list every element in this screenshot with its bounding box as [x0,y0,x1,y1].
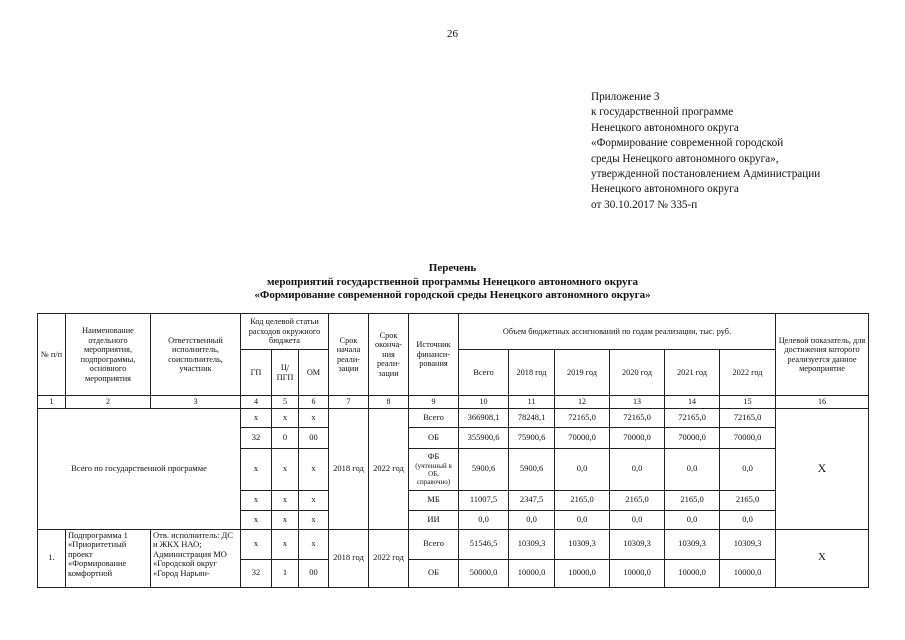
cell-2018: 2347,5 [509,490,555,510]
cell-gp: 32 [241,427,272,448]
header-code-pgp: Ц/ ПГП [272,350,299,396]
cell-gp: х [241,510,272,529]
header-budget: Объем бюджетных ассигнований по годам реализации, тыс. руб. [459,314,776,350]
cell-total: 11007,5 [459,490,509,510]
cell-pgp: х [272,529,299,559]
header-start: Срок начала реали-зации [329,314,369,396]
cell-pgp: 1 [272,559,299,587]
cell-2019: 0,0 [555,510,610,529]
cell-total: 51546,5 [459,529,509,559]
cell-2021: 0,0 [665,448,720,490]
cell-2020: 0,0 [610,448,665,490]
title-line-2: мероприятий государственной программы Ненецкого автономного округа [266,275,639,288]
header-executor: Ответственный исполнитель, соисполнитель, участник [151,314,241,396]
sub1-target: Х [776,529,869,587]
cell-2018: 10309,3 [509,529,555,559]
table-row [38,408,869,427]
cell-2019: 0,0 [555,448,610,490]
cell-2020: 0,0 [610,510,665,529]
cell-source-fb [409,448,459,490]
cell-pgp: х [272,510,299,529]
total-program-label: Всего по государственной программе [38,408,241,529]
cell-2021: 10000,0 [665,559,720,587]
column-index: 4 [241,396,272,409]
header-year-2022: 2022 год [720,350,776,396]
appendix-block [591,90,891,213]
sub1-start: 2018 год [329,529,369,587]
cell-total: 355900,6 [459,427,509,448]
cell-2020: 2165,0 [610,490,665,510]
title-line-1: Перечень [428,262,477,274]
total-target: Х [776,408,869,529]
cell-source: МБ [409,490,459,510]
appendix-line: от 30.10.2017 № 335-п [591,198,698,211]
appendix-line: утвержденной постановлением Администрации [591,168,821,181]
total-start: 2018 год [329,408,369,529]
cell-2019: 72165,0 [555,408,610,427]
cell-2022: 10309,3 [720,529,776,559]
cell-pgp: х [272,408,299,427]
total-end: 2022 год [369,408,409,529]
appendix-line: среды Ненецкого автономного округа», [591,152,779,165]
header-source: Источник финанси-рования [409,314,459,396]
cell-om: х [299,510,329,529]
cell-om: 00 [299,559,329,587]
cell-2022: 72165,0 [720,408,776,427]
cell-2022: 10000,0 [720,559,776,587]
page-number: 26 [447,28,458,40]
column-index: 13 [610,396,665,409]
sub1-executor: Отв. исполнитель: ДС и ЖКХ НАО; Администрация МО «Городской округ «Город Нарьян- [151,529,241,587]
cell-om: х [299,408,329,427]
cell-pgp: 0 [272,427,299,448]
column-index: 5 [272,396,299,409]
cell-2019: 70000,0 [555,427,610,448]
cell-2022: 2165,0 [720,490,776,510]
header-year-2020: 2020 год [610,350,665,396]
cell-source: Всего [409,408,459,427]
cell-source: Всего [409,529,459,559]
document-title [0,262,905,303]
header-total: Всего [459,350,509,396]
cell-source: ИИ [409,510,459,529]
source-fb-note: (учтенный в ОБ, справочно) [415,461,452,486]
header-name: Наименование отдельного мероприятия, подпрограммы, основного мероприятия [66,314,151,396]
cell-om: 00 [299,427,329,448]
cell-2018: 10000,0 [509,559,555,587]
cell-source: ОБ [409,427,459,448]
header-year-2018: 2018 год [509,350,555,396]
cell-gp: х [241,408,272,427]
appendix-line: к государственной программе [591,106,734,119]
source-fb-label: ФБ [427,451,440,462]
header-year-2021: 2021 год [665,350,720,396]
appendix-line: Ненецкого автономного округа [591,121,739,134]
cell-gp: х [241,529,272,559]
column-index: 14 [665,396,720,409]
column-index: 1 [38,396,66,409]
column-index: 9 [409,396,459,409]
cell-om: х [299,529,329,559]
cell-total: 366908,1 [459,408,509,427]
cell-om: х [299,448,329,490]
cell-2018: 78248,1 [509,408,555,427]
cell-2020: 10309,3 [610,529,665,559]
cell-om: х [299,490,329,510]
sub1-name: Подпрограмма 1 «Приоритетный проект «Формирование комфортной [66,529,151,587]
header-code-om: ОМ [299,350,329,396]
cell-2018: 0,0 [509,510,555,529]
column-index-row [38,396,869,409]
cell-total: 0,0 [459,510,509,529]
column-index: 16 [776,396,869,409]
appendix-line: Приложение 3 [591,91,660,103]
cell-pgp: х [272,490,299,510]
appendix-line: «Формирование современной городской [591,137,784,150]
cell-2021: 0,0 [665,510,720,529]
header-code-gp: ГП [241,350,272,396]
cell-2020: 70000,0 [610,427,665,448]
header-end: Срок оконча-ния реали-зации [369,314,409,396]
cell-2022: 0,0 [720,448,776,490]
cell-2019: 2165,0 [555,490,610,510]
column-index: 3 [151,396,241,409]
column-index: 15 [720,396,776,409]
cell-gp: х [241,448,272,490]
cell-2020: 10000,0 [610,559,665,587]
header-code: Код целевой статьи расходов окружного бюджета [241,314,329,350]
column-index: 10 [459,396,509,409]
cell-2021: 2165,0 [665,490,720,510]
cell-pgp: х [272,448,299,490]
cell-2018: 75900,6 [509,427,555,448]
cell-total: 50000,0 [459,559,509,587]
table-row [38,529,869,559]
column-index: 8 [369,396,409,409]
column-index: 6 [299,396,329,409]
header-num: № п/п [38,314,66,396]
title-line-3: «Формирование современной городской среды Ненецкого автономного округа» [254,289,651,301]
cell-gp: 32 [241,559,272,587]
sub1-end: 2022 год [369,529,409,587]
cell-2021: 70000,0 [665,427,720,448]
column-index: 2 [66,396,151,409]
cell-total: 5900,6 [459,448,509,490]
cell-2019: 10000,0 [555,559,610,587]
column-index: 12 [555,396,610,409]
cell-2021: 72165,0 [665,408,720,427]
cell-source: ОБ [409,559,459,587]
activities-table [37,313,869,588]
cell-2021: 10309,3 [665,529,720,559]
cell-gp: х [241,490,272,510]
appendix-line: Ненецкого автономного округа [591,183,739,196]
header-year-2019: 2019 год [555,350,610,396]
cell-2019: 10309,3 [555,529,610,559]
column-index: 11 [509,396,555,409]
cell-2018: 5900,6 [509,448,555,490]
sub1-num: 1. [38,529,66,587]
column-index: 7 [329,396,369,409]
cell-2022: 0,0 [720,510,776,529]
cell-2022: 70000,0 [720,427,776,448]
header-target: Целевой показатель, для достижения которого реализуется данное мероприятие [776,314,869,396]
cell-2020: 72165,0 [610,408,665,427]
